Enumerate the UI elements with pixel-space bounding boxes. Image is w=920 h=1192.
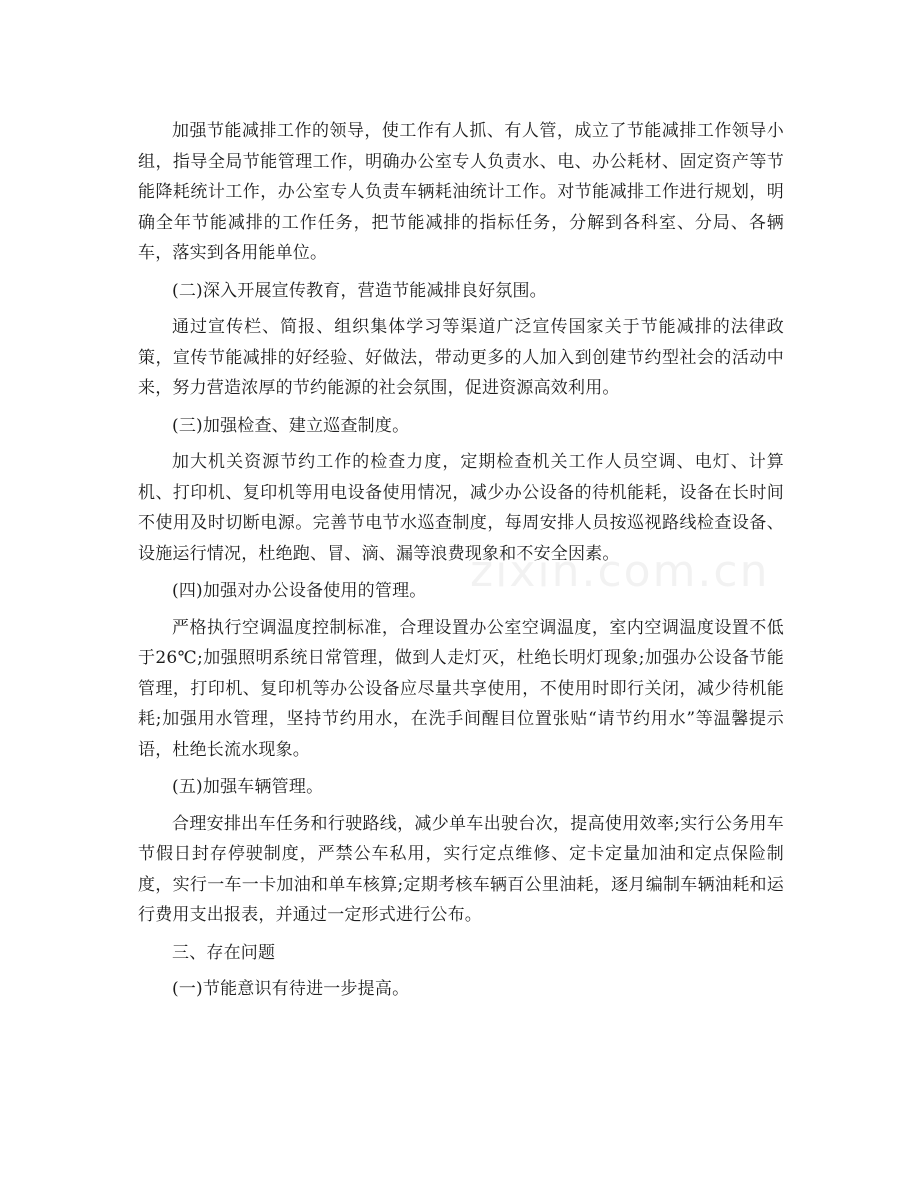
heading-office-equipment: (四)加强对办公设备使用的管理。 — [172, 581, 427, 601]
heading-inspection: (三)加强检查、建立巡查制度。 — [172, 415, 410, 436]
heading-existing-problems: 三、存在问题 — [172, 942, 276, 963]
heading-vehicles: (五)加强车辆管理。 — [172, 777, 324, 797]
paragraph-office-equipment: 严格执行空调温度控制标准，合理设置办公室空调温度，室内空调温度设置不低于26℃;加强照明系统日常管理，做到人走灯灭，杜绝长明灯现象;加强办公设备节能管理，打印机、复印机等办公设备应尽量共享使用，不使用时即行关闭，减少待机能耗;加强用水管理，坚持节约用水，在洗手间醒目位置张贴“请节约用水”等温馨提示语，杜绝长流水现象。 — [138, 617, 784, 760]
paragraph-inspection: 加大机关资源节约工作的检查力度，定期检查机关工作人员空调、电灯、计算机、打印机、复印机等用电设备使用情况，减少办公设备的待机能耗，设备在长时间不使用及时切断电源。完善节电节水巡查制度，每周安排人员按巡视路线检查设备、设施运行情况，杜绝跑、冒、滴、漏等浪费现象和不安全因素。 — [138, 452, 784, 564]
heading-awareness: (一)节能意识有待进一步提高。 — [172, 979, 410, 999]
paragraph-publicity: 通过宣传栏、简报、组织集体学习等渠道广泛宣传国家关于节能减排的法律政策，宣传节能减排的好经验、好做法，带动更多的人加入到创建节约型社会的活动中来，努力营造浓厚的节约能源的社会氛围，促进资源高效利用。 — [138, 317, 784, 398]
watermark-text: zixin.com.cn — [470, 546, 770, 597]
document-body — [138, 116, 784, 1011]
paragraph-leadership: 加强节能减排工作的领导，使工作有人抓、有人管，成立了节能减排工作领导小组，指导全局节能管理工作，明确办公室专人负责水、电、办公耗材、固定资产等节能降耗统计工作，办公室专人负责车辆耗油统计工作。对节能减排工作进行规划，明确全年节能减排的工作任务，把节能减排的指标任务，分解到各科室、分局、各辆车，落实到各用能单位。 — [138, 121, 784, 263]
paragraph-vehicles: 合理安排出车任务和行驶路线，减少单车出驶台次，提高使用效率;实行公务用车节假日封存停驶制度，严禁公车私用，实行定点维修、定卡定量加油和定点保险制度，实行一车一卡加油和单车核算;定期考核车辆百公里油耗，逐月编制车辆油耗和运行费用支出报表，并通过一定形式进行公布。 — [138, 813, 784, 925]
heading-publicity: (二)深入开展宣传教育，营造节能减排良好氛围。 — [172, 280, 547, 301]
